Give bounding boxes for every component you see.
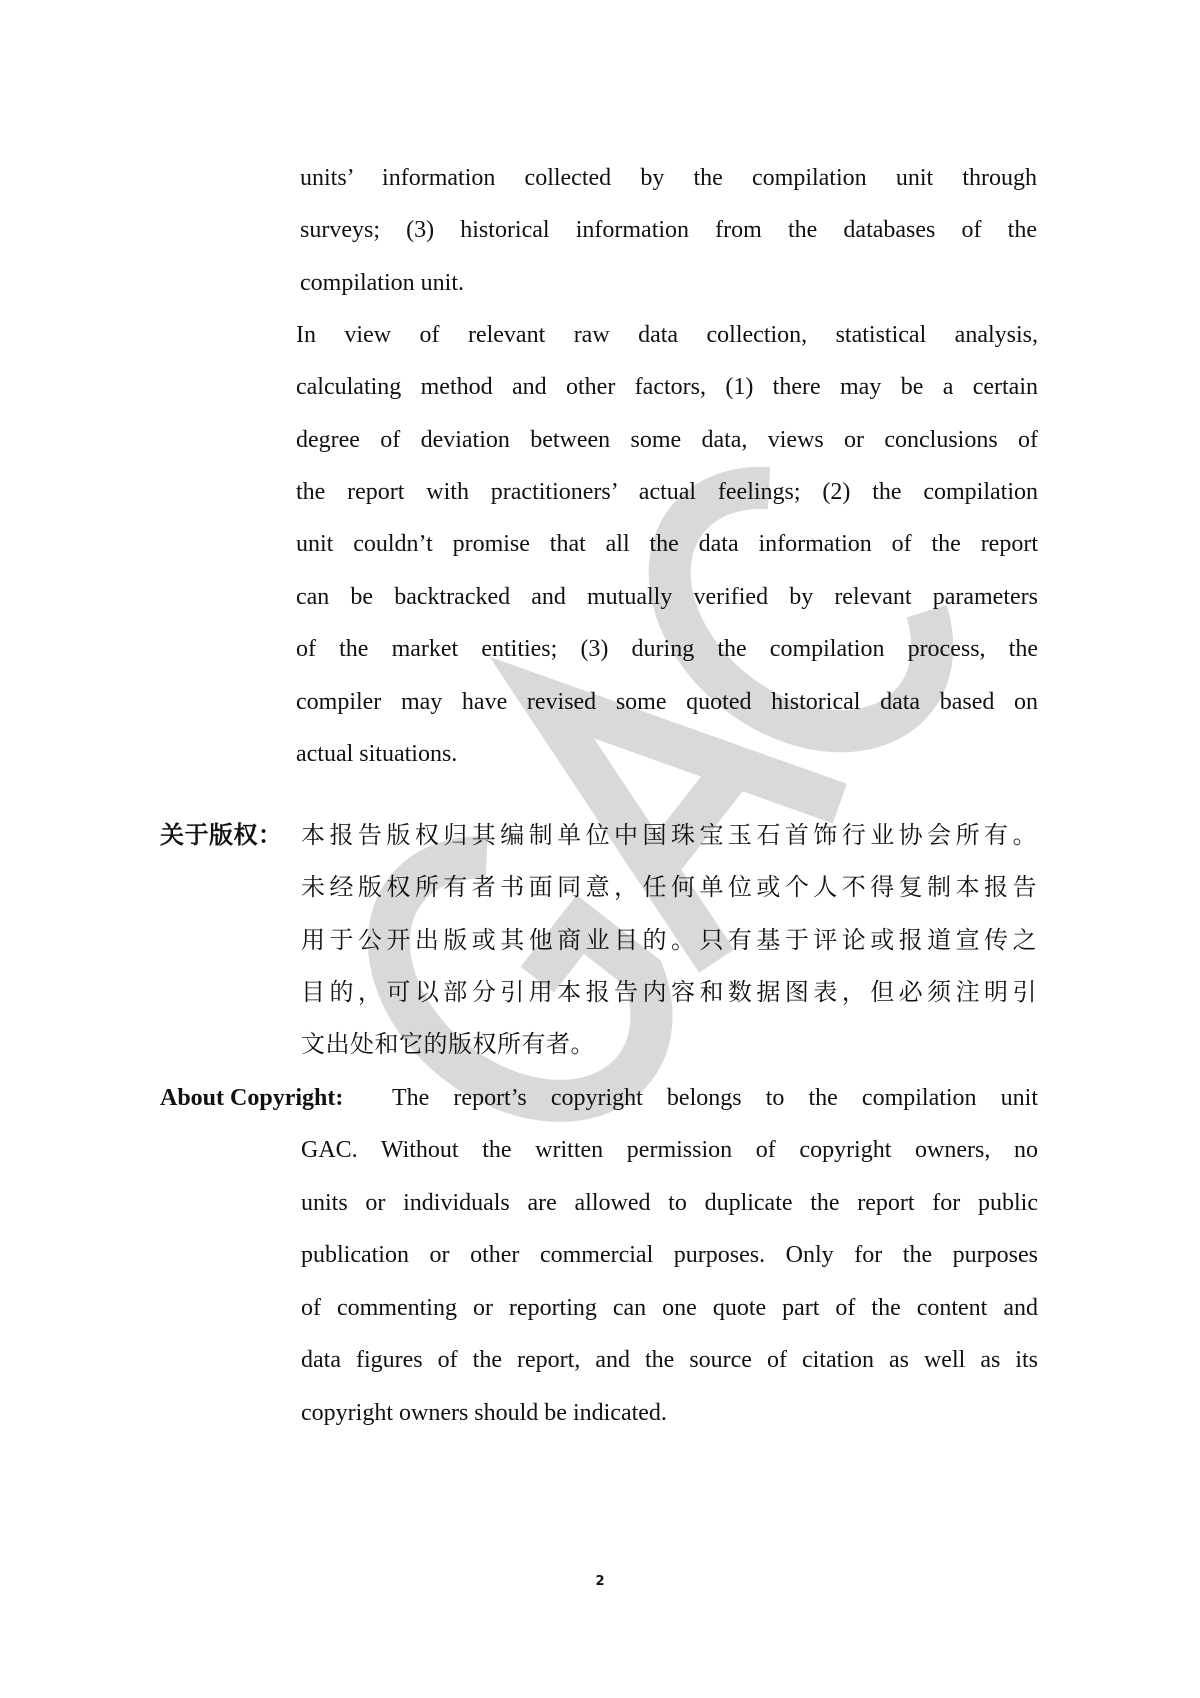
text-line: units’ information collected by the compilation unit through [300,165,1037,191]
text-line: of the market entities; (3) during the compilation process, the [296,636,1038,662]
watermark-letter-a [480,619,840,961]
text-line: unit couldn’t promise that all the data information of the report [296,531,1038,557]
text-line: of commenting or reporting can one quote part of the content and [301,1295,1038,1321]
text-line: surveys; (3) historical information from the databases of the [300,217,1037,243]
text-line: compilation unit. [300,270,464,296]
text-line: GAC. Without the written permission of copyright owners, no [301,1137,1038,1163]
section-label: About Copyright: [160,1085,344,1111]
text-line: 用于公开出版或其他商业目的。只有基于评论或报道宣传之 [301,926,1037,954]
text-line: the report with practitioners’ actual feelings; (2) the compilation [296,479,1038,505]
text-line: copyright owners should be indicated. [301,1400,667,1426]
text-line: publication or other commercial purposes. Only for the purposes [301,1242,1038,1268]
section-label: 关于版权： [160,821,283,849]
text-line: 目的，可以部分引用本报告内容和数据图表，但必须注明引 [301,978,1037,1006]
text-line: 文出处和它的版权所有者。 [301,1030,595,1058]
text-line: The report’s copyright belongs to the compilation unit [392,1085,1038,1111]
text-line: data figures of the report, and the source of citation as well as its [301,1347,1038,1373]
text-line: compiler may have revised some quoted historical data based on [296,689,1038,715]
text-line: 未经版权所有者书面同意，任何单位或个人不得复制本报告 [301,873,1037,901]
page-number: 2 [595,1574,605,1589]
text-line: units or individuals are allowed to duplicate the report for public [301,1190,1038,1216]
text-line: 本报告版权归其编制单位中国珠宝玉石首饰行业协会所有。 [301,821,1037,849]
text-line: calculating method and other factors, (1) there may be a certain [296,374,1038,400]
text-line: can be backtracked and mutually verified by relevant parameters [296,584,1038,610]
text-line: actual situations. [296,741,458,767]
text-line: degree of deviation between some data, views or conclusions of [296,427,1038,453]
text-line: In view of relevant raw data collection, statistical analysis, [296,322,1038,348]
